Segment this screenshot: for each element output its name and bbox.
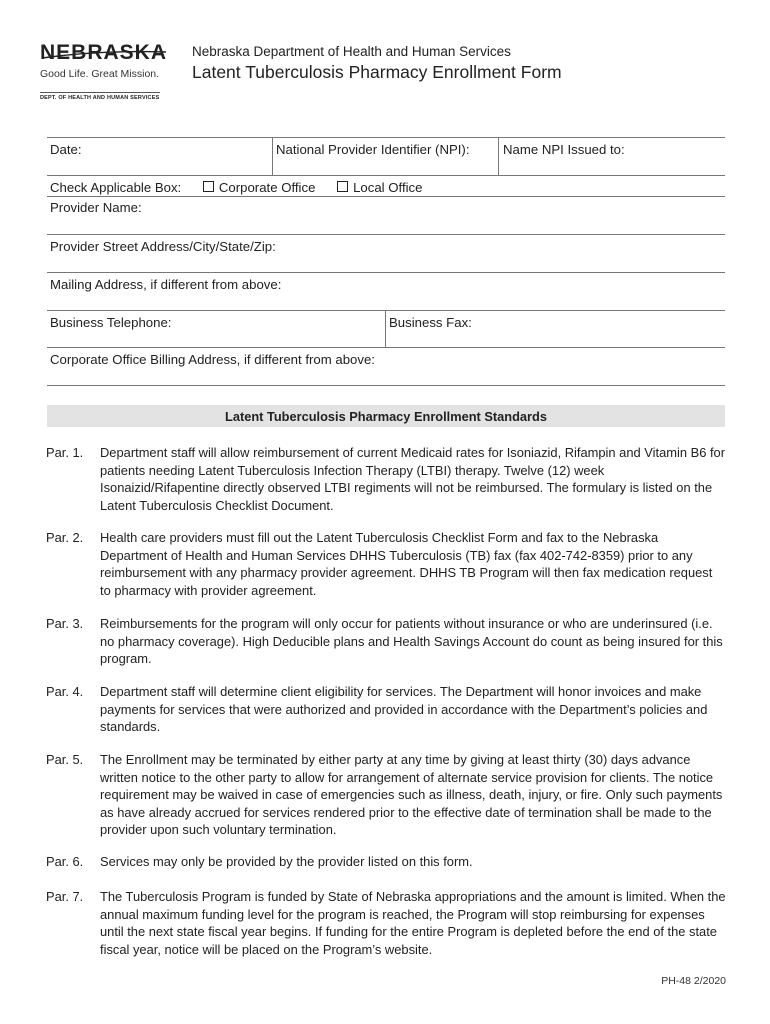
check-applicable-row (50, 180, 422, 195)
form-divider (47, 272, 725, 273)
paragraph-5 (46, 751, 726, 839)
paragraph-number: Par. 1. (46, 445, 84, 460)
local-office-label: Local Office (353, 180, 423, 195)
form-code: PH-48 2/2020 (661, 975, 726, 987)
paragraph-text: Health care providers must fill out the Latent Tuberculosis Checklist Form and fax to the Nebraska Department of Health and Human Services DHHS Tuberculosis (TB) fax (fax 402-742-8359) prior to any reimbursement with any pharmacy provider agreement. DHHS TB Program will then fax medication request to pharmacy with provider agreement. (100, 530, 713, 598)
date-field[interactable]: Date: (50, 142, 82, 157)
form-border-top (47, 137, 725, 138)
paragraph-3 (46, 615, 726, 668)
paragraph-number: Par. 3. (46, 616, 84, 631)
paragraph-number: Par. 7. (46, 889, 84, 904)
logo-swoosh-icon (40, 48, 168, 62)
page-title: Latent Tuberculosis Pharmacy Enrollment Form (192, 62, 562, 82)
paragraph-text: Reimbursements for the program will only occur for patients without insurance or who are underinsured (i.e. no pharmacy coverage). High Deducible plans and Health Savings Account do count as being insured for this program. (100, 616, 723, 666)
agency-name: Nebraska Department of Health and Human Services (192, 44, 511, 59)
paragraph-text: The Enrollment may be terminated by either party at any time by giving at least thirty (30) days advance written notice to the other party to allow for arrangement of alternate service provision for clients. The notice requirement may be waived in case of emergencies such as illness, death, injury, or fire. Only such payments as have already accrued for services rendered prior to the effective date of termination shall be made to the provider upon such voluntary termination. (100, 752, 723, 837)
paragraph-text: Services may only be provided by the provider listed on this form. (100, 854, 473, 869)
form-divider (47, 196, 725, 197)
local-office-checkbox[interactable] (337, 181, 348, 192)
form-divider (47, 175, 725, 176)
paragraph-4 (46, 683, 726, 736)
paragraph-7 (46, 888, 726, 958)
street-address-field[interactable]: Provider Street Address/City/State/Zip: (50, 239, 276, 254)
npi-issued-to-field[interactable]: Name NPI Issued to: (503, 142, 625, 157)
nebraska-logo (40, 42, 180, 101)
corporate-office-label: Corporate Office (218, 180, 316, 195)
form-column-divider (385, 310, 386, 347)
business-telephone-field[interactable]: Business Telephone: (50, 315, 172, 330)
paragraph-number: Par. 2. (46, 530, 84, 545)
standards-heading: Latent Tuberculosis Pharmacy Enrollment Standards (47, 405, 725, 427)
paragraph-1 (46, 444, 726, 514)
logo-wordmark: NEBRASKA (40, 41, 168, 64)
paragraph-number: Par. 5. (46, 752, 84, 767)
corporate-office-checkbox[interactable] (203, 181, 214, 192)
paragraph-6 (46, 853, 726, 871)
paragraph-2 (46, 529, 726, 599)
form-border-bottom (47, 385, 725, 386)
mailing-address-field[interactable]: Mailing Address, if different from above: (50, 277, 282, 292)
logo-dept: DEPT. OF HEALTH AND HUMAN SERVICES (40, 95, 160, 101)
logo-divider (40, 92, 160, 93)
paragraph-text: The Tuberculosis Program is funded by State of Nebraska appropriations and the amount is limited. When the annual maximum funding level for the program is reached, the Program will stop reimbursing for expenses until the next state fiscal year begins. If funding for the entire Program is depleted before the end of the state fiscal year, notice will be placed on the Program’s website. (100, 889, 726, 957)
paragraph-number: Par. 6. (46, 854, 84, 869)
form-column-divider (272, 137, 273, 175)
business-fax-field[interactable]: Business Fax: (389, 315, 472, 330)
provider-name-field[interactable]: Provider Name: (50, 200, 142, 215)
logo-tagline: Good Life. Great Mission. (40, 68, 160, 80)
check-applicable-label: Check Applicable Box: (50, 180, 182, 195)
form-divider (47, 310, 725, 311)
paragraph-number: Par. 4. (46, 684, 84, 699)
form-divider (47, 347, 725, 348)
form-column-divider (498, 137, 499, 175)
paragraph-text: Department staff will determine client eligibility for services. The Department will honor invoices and make payments for services that were authorized and provided in accordance with the Department’s policies and standards. (100, 684, 708, 734)
npi-field[interactable]: National Provider Identifier (NPI): (276, 142, 470, 157)
form-divider (47, 234, 725, 235)
billing-address-field[interactable]: Corporate Office Billing Address, if different from above: (50, 352, 375, 367)
paragraph-text: Department staff will allow reimbursement of current Medicaid rates for Isoniazid, Rifampin and Vitamin B6 for patients needing Latent Tuberculosis Infection Therapy (LTBI) therapy. Twelve (12) week Isonaizid/Rifapentine directly observed LTBI regiments will not be reimbursed. The formulary is listed on the Latent Tuberculosis Checklist Document. (100, 445, 725, 513)
